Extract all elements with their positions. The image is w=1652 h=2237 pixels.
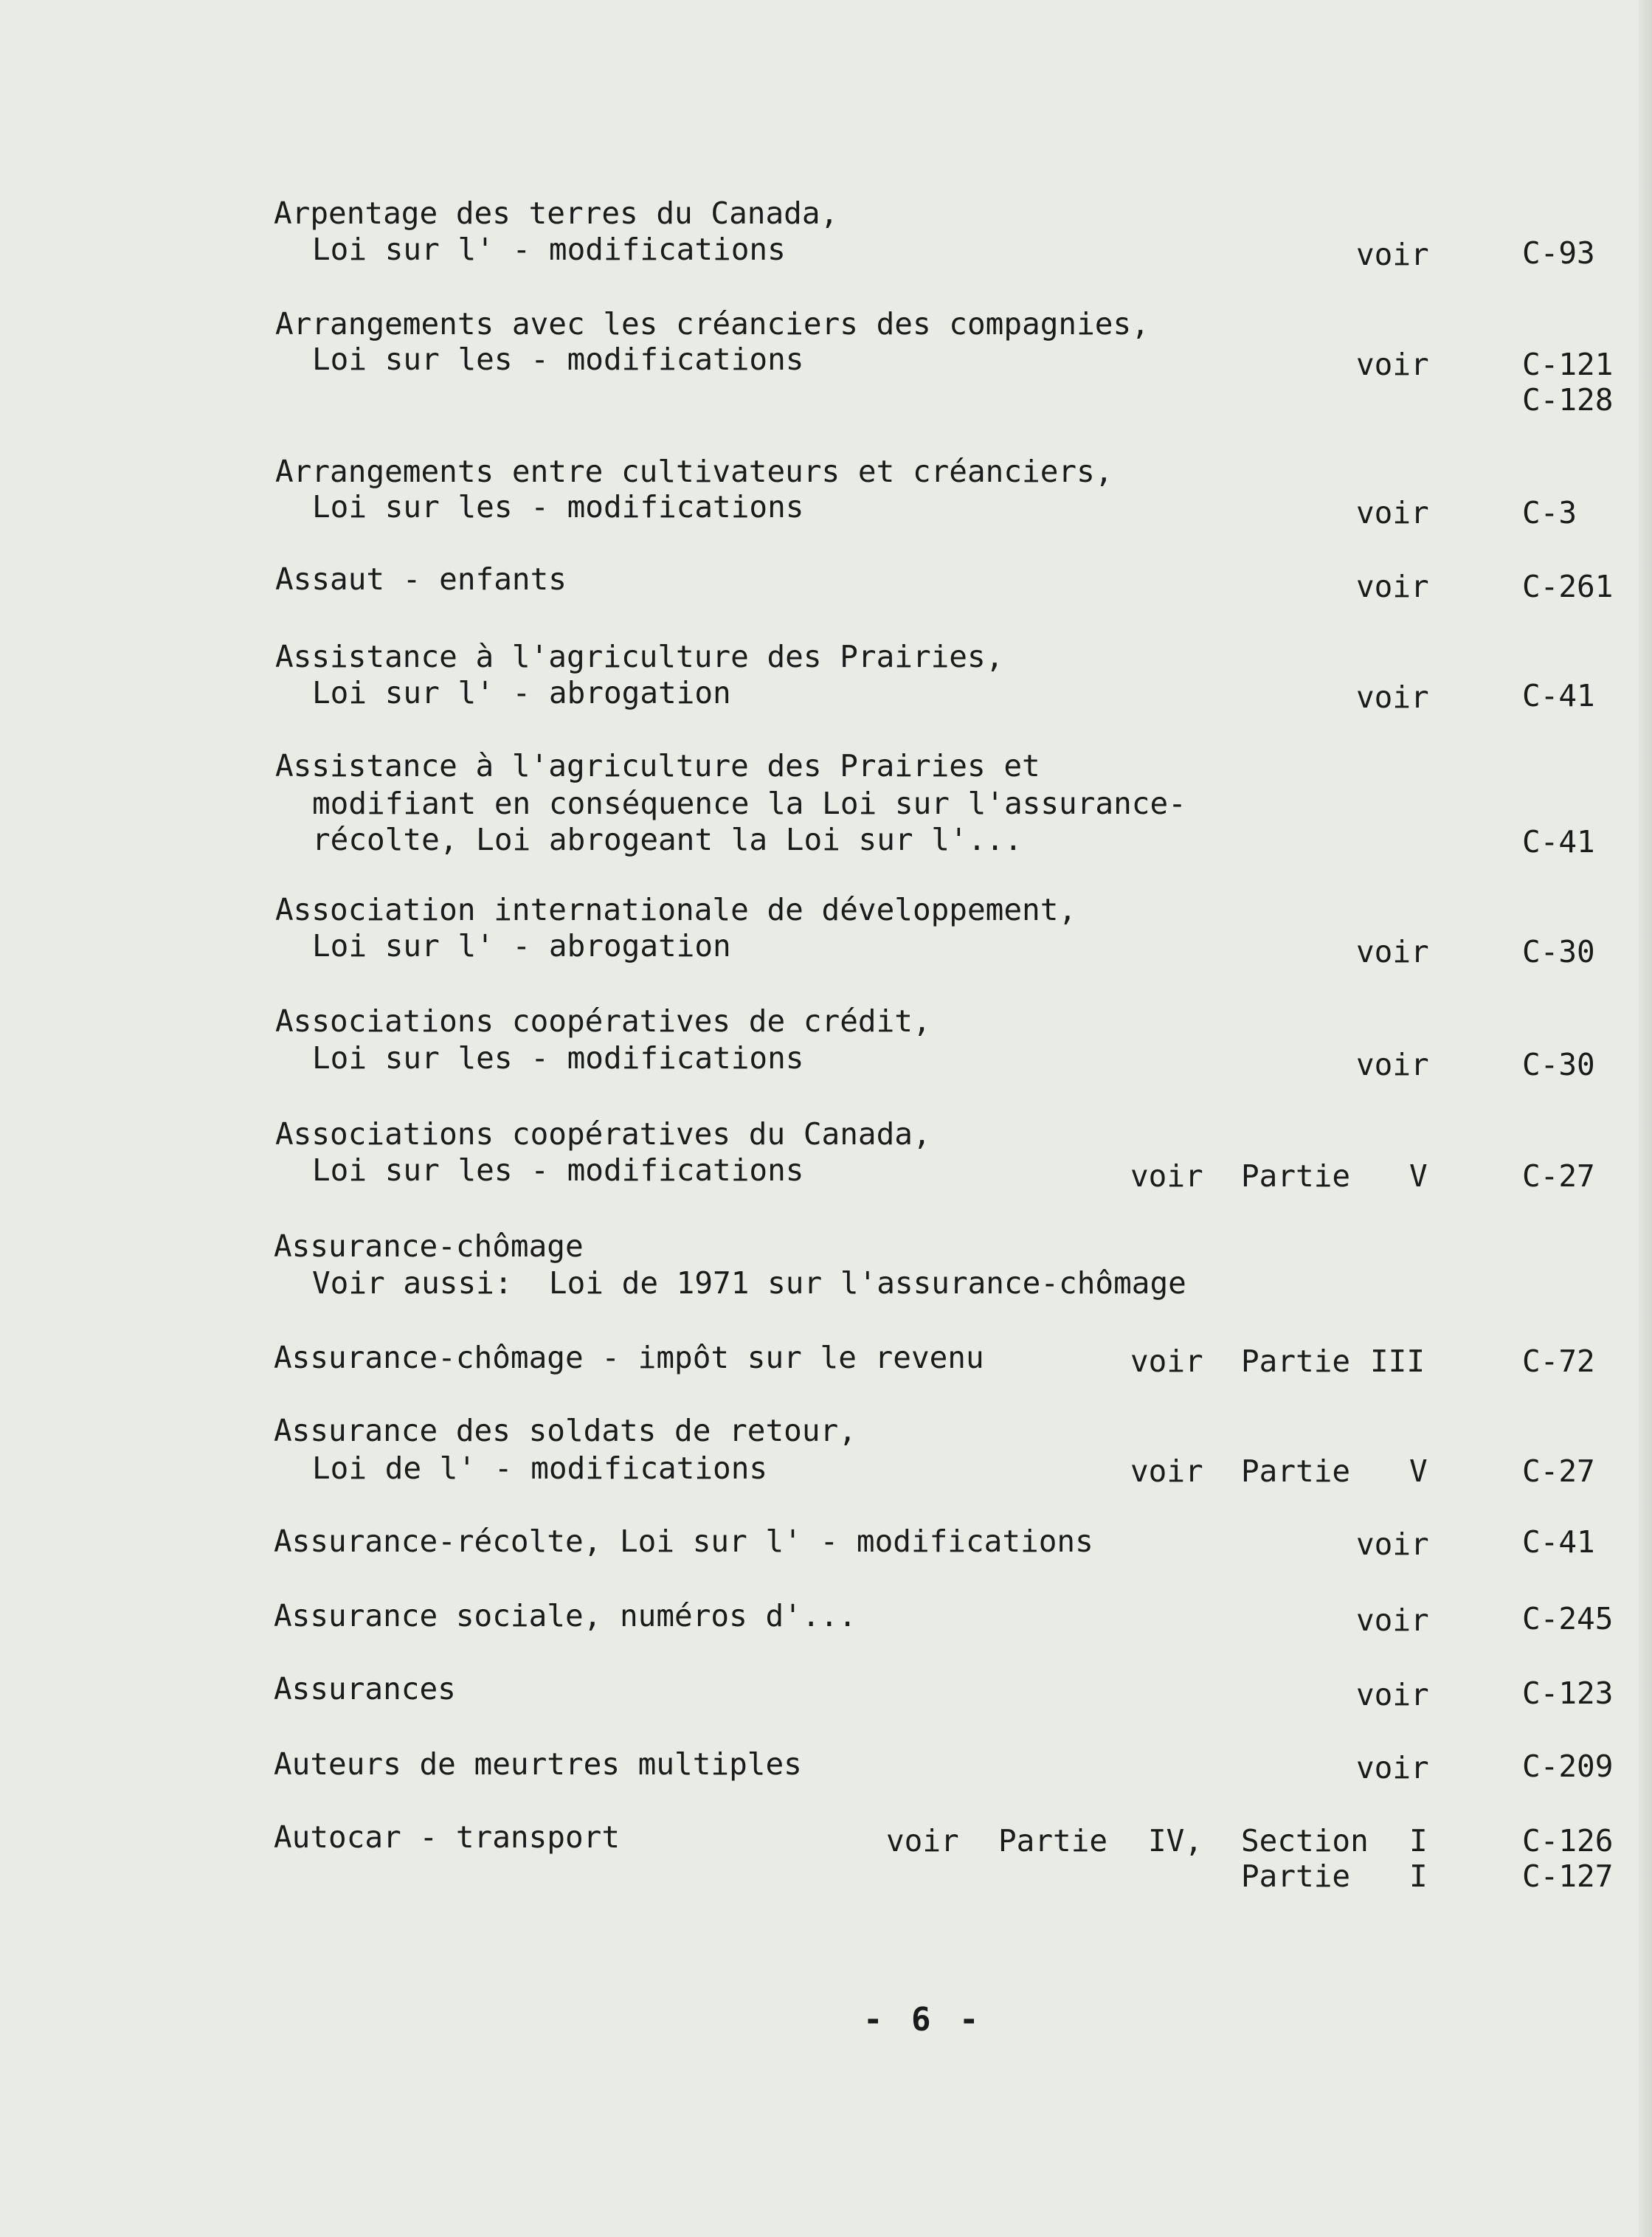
entry-heading: Assurance des soldats de retour, xyxy=(274,1413,857,1448)
page-number: - 6 - xyxy=(863,2001,984,2039)
entry-subline: récolte, Loi abrogeant la Loi sur l'... xyxy=(312,822,1023,857)
page-edge xyxy=(1639,0,1652,2237)
bill-ref: C-41 xyxy=(1522,824,1595,860)
bill-ref: C-41 xyxy=(1522,1524,1595,1560)
voir-label: voir xyxy=(1356,934,1429,969)
voir-label: voir xyxy=(1356,347,1429,382)
entry-subline: Loi sur les - modifications xyxy=(312,342,804,377)
see-also-line: Voir aussi: Loi de 1971 sur l'assurance-chômage xyxy=(312,1265,1186,1301)
partie-label: Partie xyxy=(1241,1453,1351,1489)
voir-label: voir xyxy=(1130,1158,1203,1194)
entry-heading: Associations coopératives du Canada, xyxy=(275,1116,931,1152)
partie-label: Partie xyxy=(1241,1158,1351,1194)
entry-heading: Association internationale de développement, xyxy=(275,892,1077,927)
entry-subline: Loi sur l' - abrogation xyxy=(312,928,731,964)
partie-number: V xyxy=(1409,1453,1428,1489)
entry-subline: Loi sur l' - modifications xyxy=(312,232,786,267)
entry-subline: Loi sur les - modifications xyxy=(312,489,804,525)
voir-label: voir xyxy=(1130,1344,1203,1379)
bill-ref: C-27 xyxy=(1522,1453,1595,1489)
entry-heading: Assurances xyxy=(274,1671,456,1707)
bill-ref: C-121 xyxy=(1522,347,1614,382)
voir-label: voir xyxy=(1356,1047,1429,1082)
bill-ref: C-3 xyxy=(1522,495,1577,530)
entry-subline: Loi sur les - modifications xyxy=(312,1152,804,1188)
voir-label: voir xyxy=(1356,1750,1429,1785)
partie-label: Partie xyxy=(1241,1859,1351,1894)
bill-ref: C-128 xyxy=(1522,382,1614,418)
bill-ref: C-126 xyxy=(1522,1823,1614,1859)
partie-number: IV, xyxy=(1148,1823,1203,1859)
voir-label: voir xyxy=(1356,1527,1429,1562)
entry-subline: Loi sur les - modifications xyxy=(312,1040,804,1076)
bill-ref: C-72 xyxy=(1522,1344,1595,1379)
voir-label: voir xyxy=(1356,1677,1429,1712)
voir-label: voir xyxy=(1356,1602,1429,1638)
bill-ref: C-41 xyxy=(1522,678,1595,713)
entry-heading: Assistance à l'agriculture des Prairies, xyxy=(275,639,1004,674)
voir-label: voir xyxy=(1356,237,1429,272)
entry-heading: Assurance sociale, numéros d'... xyxy=(274,1598,857,1633)
entry-subline: Loi de l' - modifications xyxy=(312,1451,768,1486)
entry-heading: Associations coopératives de crédit, xyxy=(275,1003,931,1039)
voir-label: voir xyxy=(1130,1453,1203,1489)
bill-ref: C-245 xyxy=(1522,1601,1614,1636)
partie-number: V xyxy=(1409,1158,1428,1194)
section-number: I xyxy=(1409,1823,1428,1859)
partie-number: I xyxy=(1409,1859,1428,1894)
voir-label: voir xyxy=(1356,495,1429,530)
entry-heading: Assurance-chômage - impôt sur le revenu xyxy=(274,1340,984,1375)
entry-heading: Arpentage des terres du Canada, xyxy=(274,196,839,231)
entry-subline: modifiant en conséquence la Loi sur l'assurance- xyxy=(312,786,1186,821)
entry-heading: Assistance à l'agriculture des Prairies et xyxy=(275,748,1040,784)
bill-ref: C-209 xyxy=(1522,1749,1614,1784)
voir-label: voir xyxy=(1356,680,1429,715)
bill-ref: C-93 xyxy=(1522,235,1595,271)
entry-heading: Arrangements entre cultivateurs et créanciers, xyxy=(275,454,1113,489)
entry-heading: Assaut - enfants xyxy=(275,561,567,597)
bill-ref: C-123 xyxy=(1522,1676,1614,1711)
partie-label: Partie xyxy=(1241,1344,1351,1379)
bill-ref: C-30 xyxy=(1522,934,1595,969)
partie-label: Partie xyxy=(998,1823,1108,1859)
bill-ref: C-261 xyxy=(1522,569,1614,604)
bill-ref: C-27 xyxy=(1522,1158,1595,1194)
entry-heading: Autocar - transport xyxy=(274,1819,620,1855)
partie-number: III xyxy=(1370,1344,1425,1379)
section-label: Section xyxy=(1241,1823,1369,1859)
voir-label: voir xyxy=(1356,569,1429,604)
entry-subline: Loi sur l' - abrogation xyxy=(312,675,731,710)
entry-heading: Auteurs de meurtres multiples xyxy=(274,1746,802,1782)
bill-ref: C-127 xyxy=(1522,1859,1614,1894)
entry-heading: Assurance-chômage xyxy=(274,1228,584,1264)
entry-heading: Assurance-récolte, Loi sur l' - modifications xyxy=(274,1524,1093,1559)
voir-label: voir xyxy=(886,1823,959,1859)
entry-heading: Arrangements avec les créanciers des compagnies, xyxy=(275,306,1150,342)
bill-ref: C-30 xyxy=(1522,1047,1595,1082)
